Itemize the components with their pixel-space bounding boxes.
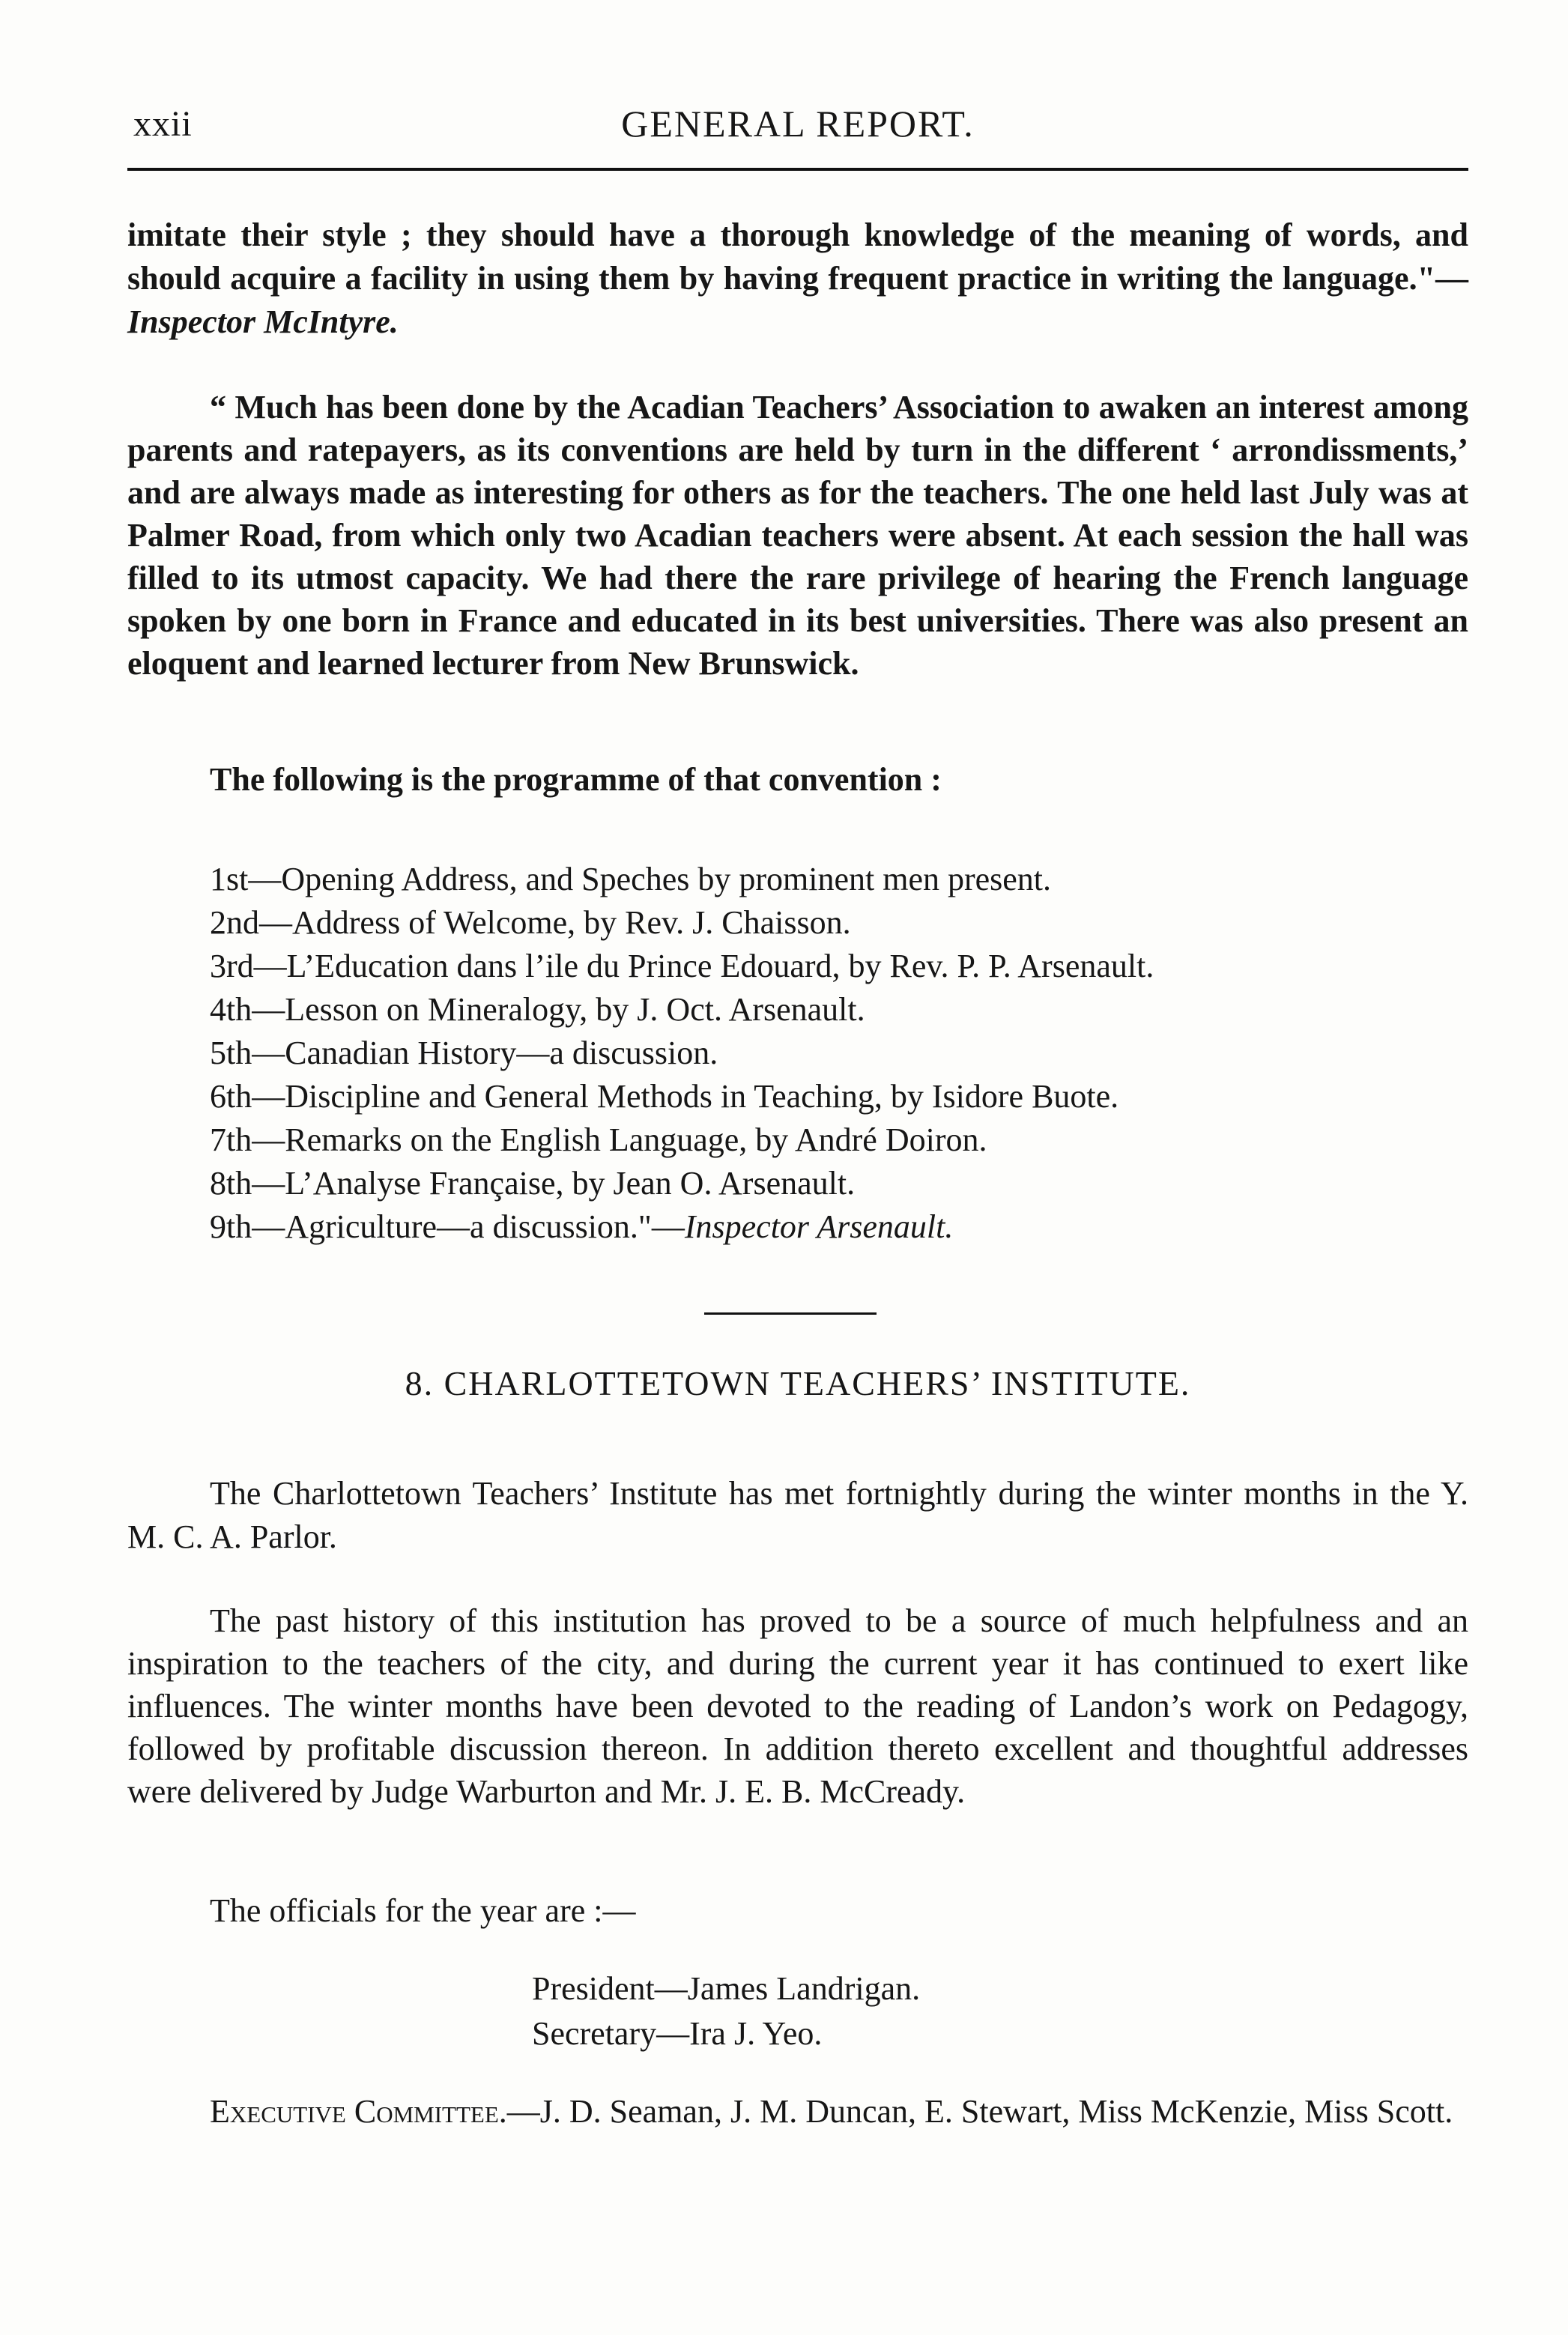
paragraph-institute-history: The past history of this institution has proved to be a source of much helpfulness and an inspiration to the teachers of the city, and during the current year it has continued to exert like influences. The winter months have been devoted to the reading of Landon’s work on Pedagogy, followed by profitable discussion thereon. In addition thereto excellent and thoughtful addresses were delivered by Judge Warburton and Mr. J. E. B. McCready.: [127, 1602, 1468, 1810]
programme-item: 3rd—L’Education dans l’ile du Prince Edouard, by Rev. P. P. Arsenault.: [210, 948, 1154, 984]
officer-president: President—James Landrigan.: [532, 1970, 921, 2007]
programme-item: 6th—Discipline and General Methods in Teaching, by Isidore Buote.: [210, 1078, 1119, 1115]
programme-item: 5th—Canadian History—a discussion.: [210, 1035, 718, 1071]
programme-item: 2nd—Address of Welcome, by Rev. J. Chaisson.: [210, 904, 851, 941]
officers-list: [127, 1966, 1468, 2056]
section-heading: 8. CHARLOTTETOWN TEACHERS’ INSTITUTE.: [405, 1364, 1191, 1402]
attribution-mcintyre: Inspector McIntyre.: [127, 303, 399, 340]
programme-intro: The following is the programme of that convention :: [210, 761, 942, 798]
attribution-arsenault: Inspector Arsenault.: [684, 1208, 954, 1245]
programme-item: 7th—Remarks on the English Language, by André Doiron.: [210, 1121, 987, 1158]
running-title: GENERAL REPORT.: [621, 103, 975, 145]
paragraph-acadian-association: “ Much has been done by the Acadian Teachers’ Association to awaken an interest among parents and ratepayers, as its conventions are held by turn in the different ‘ arrondissments,’ and are always made as interesting for others as for the teachers. The one held last July was at Palmer Road, from which only two Acadian teachers were absent. At each session the hall was filled to its utmost capacity. We had there the rare privilege of hearing the French language spoken by one born in France and educated in its best universities. There was also present an eloquent and learned lecturer from New Brunswick.: [127, 389, 1468, 682]
programme-item: 4th—Lesson on Mineralogy, by J. Oct. Arsenault.: [210, 991, 865, 1028]
executive-committee: Executive Committee.—J. D. Seaman, J. M. Duncan, E. Stewart, Miss McKenzie, Miss Scott.: [210, 2093, 1453, 2130]
page-header: [127, 90, 1468, 150]
page-number: xxii: [133, 104, 193, 144]
header-rule: [127, 168, 1468, 171]
paragraph-mcintyre-quote: imitate their style ; they should have a thorough knowledge of the meaning of words, and should acquire a facility in using them by having frequent practice in writing the language."—Inspector McIntyre.: [127, 216, 1468, 340]
programme-item: 8th—L’Analyse Française, by Jean O. Arsenault.: [210, 1165, 856, 1202]
officer-secretary: Secretary—Ira J. Yeo.: [532, 2015, 823, 2052]
document-page: [127, 90, 1468, 2307]
executive-committee-label: Executive Committee.: [210, 2093, 507, 2130]
programme-item: 1st—Opening Address, and Speches by prominent men present.: [210, 861, 1052, 897]
programme-item: 9th—Agriculture—a discussion."—Inspector Arsenault.: [210, 1208, 954, 1245]
programme-list: [127, 858, 1468, 1249]
paragraph-institute-meetings: The Charlottetown Teachers’ Institute has met fortnightly during the winter months in the Y. M. C. A. Parlor.: [127, 1475, 1468, 1555]
section-separator: [704, 1312, 877, 1315]
officials-intro: The officials for the year are :—: [210, 1892, 636, 1929]
